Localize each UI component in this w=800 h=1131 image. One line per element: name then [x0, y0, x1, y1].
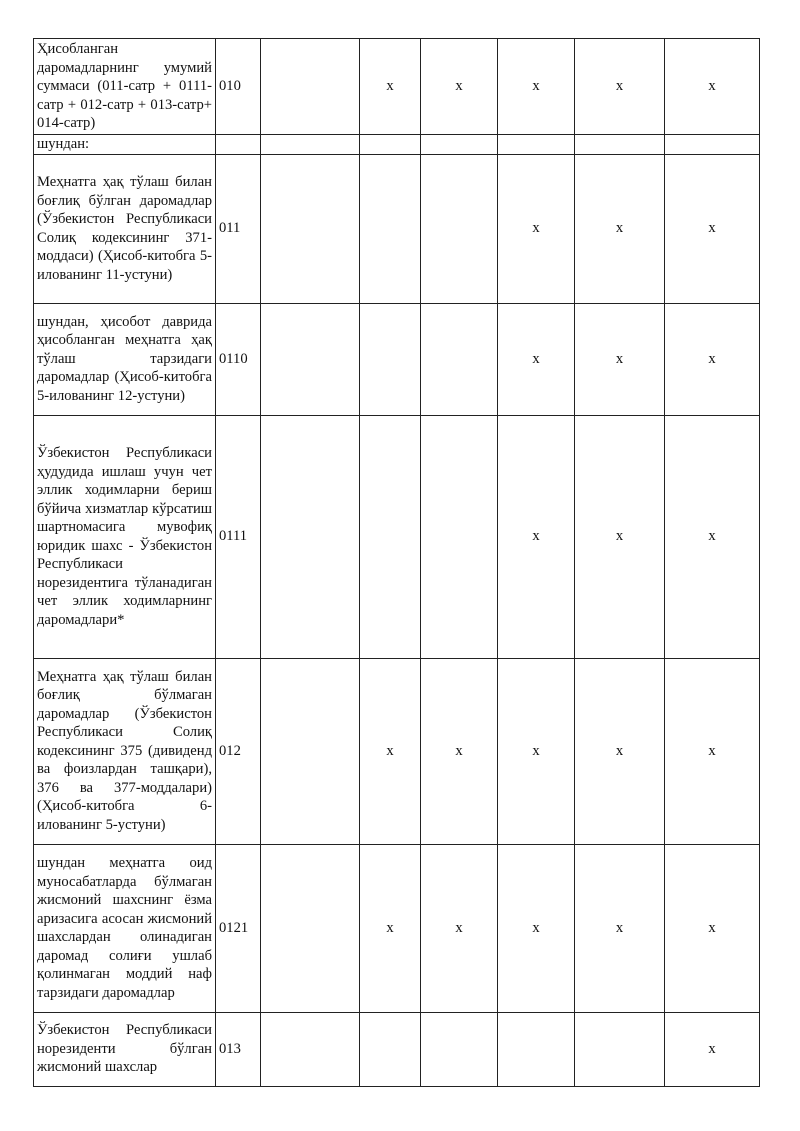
value-cell: x	[665, 39, 760, 135]
value-cell	[261, 415, 360, 658]
income-table	[33, 38, 760, 1087]
value-cell: x	[498, 39, 575, 135]
row-code: 013	[216, 1012, 261, 1086]
value-cell: x	[575, 39, 665, 135]
value-cell	[575, 1012, 665, 1086]
row-code: 010	[216, 39, 261, 135]
row-code: 0111	[216, 415, 261, 658]
value-cell	[261, 1012, 360, 1086]
value-cell	[360, 415, 421, 658]
value-cell: x	[498, 844, 575, 1012]
value-cell: x	[498, 415, 575, 658]
value-cell: x	[665, 1012, 760, 1086]
value-cell	[360, 154, 421, 303]
value-cell	[261, 844, 360, 1012]
value-cell	[261, 135, 360, 155]
value-cell	[261, 303, 360, 415]
value-cell: x	[665, 844, 760, 1012]
row-code	[216, 135, 261, 155]
value-cell: x	[360, 658, 421, 844]
value-cell: x	[575, 658, 665, 844]
value-cell	[575, 135, 665, 155]
table-row	[34, 1012, 760, 1086]
value-cell	[498, 1012, 575, 1086]
value-cell	[498, 135, 575, 155]
row-code: 011	[216, 154, 261, 303]
value-cell	[421, 1012, 498, 1086]
value-cell: x	[575, 154, 665, 303]
value-cell	[421, 154, 498, 303]
table-row	[34, 415, 760, 658]
value-cell	[360, 1012, 421, 1086]
value-cell: x	[498, 303, 575, 415]
row-code: 012	[216, 658, 261, 844]
value-cell	[261, 39, 360, 135]
value-cell: x	[665, 154, 760, 303]
value-cell	[360, 135, 421, 155]
row-code: 0110	[216, 303, 261, 415]
row-description: шундан, ҳисобот даврида ҳисобланган меҳнатга ҳақ тўлаш тарзидаги даромадлар (Ҳисоб-китобга 5-илованинг 12-устуни)	[34, 303, 216, 415]
row-description: Ўзбекистон Республикаси ҳудудида ишлаш учун чет эллик ходимларни бериш бўйича хизматлар кўрсатиш шартномасига мувофиқ юридик шахс - Ўзбекистон Республикаси норезидентига тўланадиган чет эллик ходимларнинг даромадлари*	[34, 415, 216, 658]
table-row	[34, 154, 760, 303]
table-row	[34, 658, 760, 844]
row-description: Меҳнатга ҳақ тўлаш билан боғлиқ бўлмаган даромадлар (Ўзбекистон Республикаси Солиқ кодексининг 375 (дивиденд ва фоизлардан ташқари), 376 ва 377-моддалари) (Ҳисоб-китобга 6-илованинг 5-устуни)	[34, 658, 216, 844]
value-cell	[261, 658, 360, 844]
table-row	[34, 844, 760, 1012]
value-cell: x	[665, 658, 760, 844]
value-cell: x	[665, 415, 760, 658]
value-cell	[421, 135, 498, 155]
value-cell: x	[421, 39, 498, 135]
value-cell: x	[665, 303, 760, 415]
value-cell: x	[421, 658, 498, 844]
value-cell: x	[360, 844, 421, 1012]
row-description: Ҳисобланган даромадларнинг умумий суммаси (011-сатр + 0111-сатр + 012-сатр + 013-сатр+ 014-сатр)	[34, 39, 216, 135]
value-cell: x	[575, 415, 665, 658]
value-cell	[421, 415, 498, 658]
value-cell: x	[575, 303, 665, 415]
row-code: 0121	[216, 844, 261, 1012]
value-cell: x	[360, 39, 421, 135]
value-cell: x	[498, 658, 575, 844]
value-cell: x	[575, 844, 665, 1012]
value-cell: x	[421, 844, 498, 1012]
table-row	[34, 39, 760, 135]
table-row	[34, 135, 760, 155]
value-cell: x	[498, 154, 575, 303]
table-row	[34, 303, 760, 415]
row-description: Меҳнатга ҳақ тўлаш билан боғлиқ бўлган даромадлар (Ўзбекистон Республикаси Солиқ кодексининг 371-моддаси) (Ҳисоб-китобга 5-илованинг 11-устуни)	[34, 154, 216, 303]
value-cell	[360, 303, 421, 415]
value-cell	[261, 154, 360, 303]
row-description: шундан:	[34, 135, 216, 155]
value-cell	[665, 135, 760, 155]
row-description: шундан меҳнатга оид муносабатларда бўлмаган жисмоний шахснинг ёзма аризасига асосан жисмоний шахслардан олинадиган даромад солиғи ушлаб қолинмаган моддий наф тарзидаги даромадлар	[34, 844, 216, 1012]
row-description: Ўзбекистон Республикаси норезиденти бўлган жисмоний шахслар	[34, 1012, 216, 1086]
value-cell	[421, 303, 498, 415]
